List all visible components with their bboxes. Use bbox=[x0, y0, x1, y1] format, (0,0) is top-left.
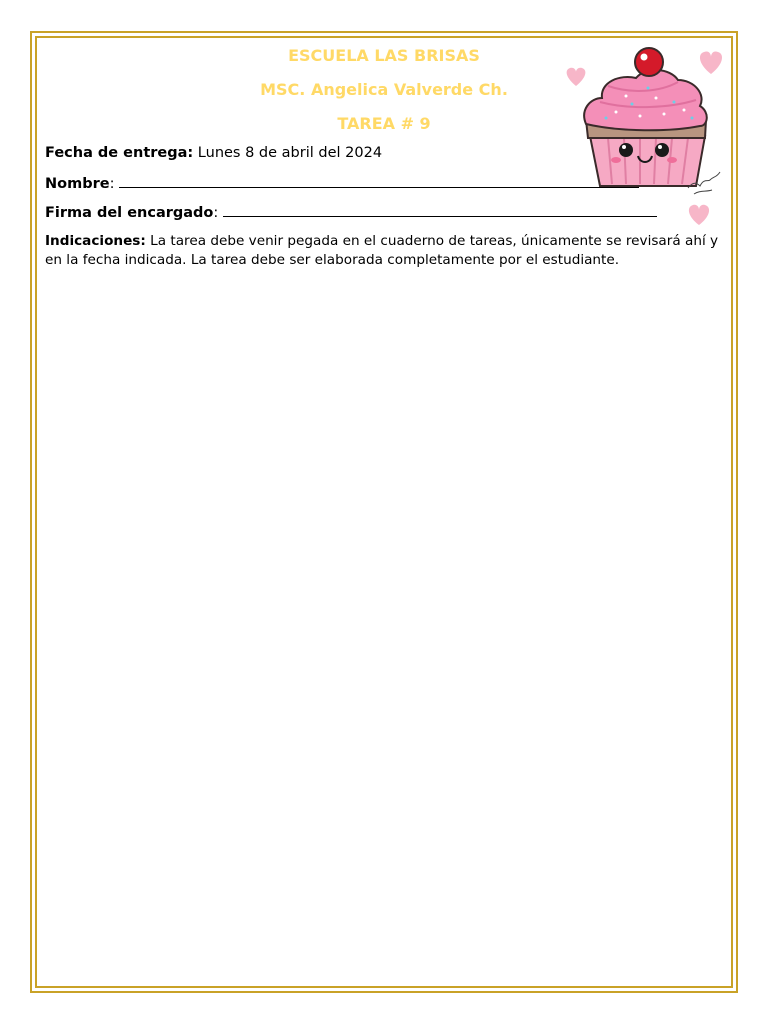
instructions-paragraph bbox=[45, 232, 725, 269]
school-name: ESCUELA LAS BRISAS bbox=[288, 46, 480, 65]
delivery-date-label: Fecha de entrega: bbox=[45, 145, 194, 161]
heart-icon bbox=[700, 51, 722, 74]
student-name-colon: : bbox=[109, 176, 120, 192]
guardian-signature-label: Firma del encargado bbox=[45, 205, 214, 221]
cupcake-icon bbox=[560, 40, 730, 235]
student-name-label: Nombre bbox=[45, 176, 110, 192]
delivery-date-row bbox=[45, 145, 382, 161]
heart-icon bbox=[689, 205, 709, 225]
guardian-signature-colon: : bbox=[213, 205, 223, 221]
delivery-date-value: Lunes 8 de abril del 2024 bbox=[193, 145, 383, 161]
instructions-label: Indicaciones: bbox=[45, 233, 146, 249]
instructions-text: La tarea debe venir pegada en el cuaderno de tareas, únicamente se revisará ahí y en la fecha indicada. La tarea debe ser elaborada completamente por el estudiante. bbox=[45, 233, 719, 268]
assignment-title: TAREA # 9 bbox=[337, 114, 431, 133]
teacher-name: MSC. Angelica Valverde Ch. bbox=[260, 80, 508, 99]
heart-icon bbox=[567, 68, 586, 86]
student-name-row bbox=[45, 175, 639, 192]
